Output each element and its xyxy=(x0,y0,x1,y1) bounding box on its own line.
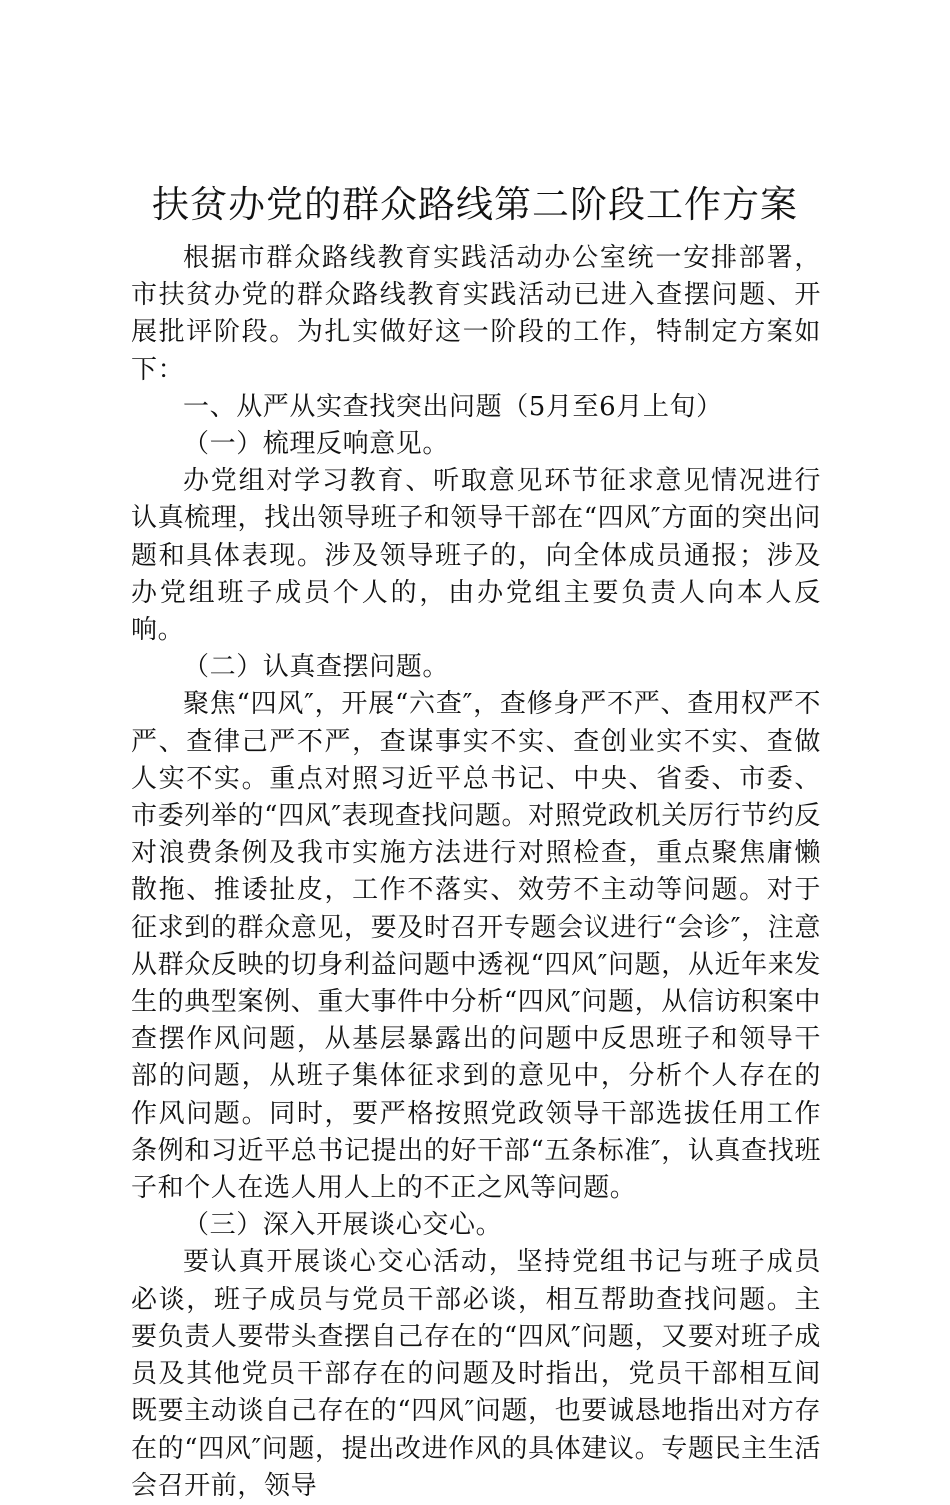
document-title: 扶贫办党的群众路线第二阶段工作方案 xyxy=(152,183,798,226)
subsection-heading-3: （三）深入开展谈心交心。 xyxy=(183,1210,503,1241)
document-body xyxy=(131,240,821,1505)
section-heading-1: 一、从严从实查找突出问题（5月至6月上旬） xyxy=(183,391,723,422)
paragraph-talks: 要认真开展谈心交心活动，坚持党组书记与班子成员必谈，班子成员与党员干部必谈，相互帮助查找问题。主要负责人要带头查摆自己存在的“四风″问题，又要对班子成员及其他党员干部存在的问题及时指出，党员干部相互间既要主动谈自己存在的“四风″问题，也要诚恳地指出对方存在的“四风″问题，提出改进作风的具体建议。专题民主生活会召开前，领导 xyxy=(131,1247,821,1501)
paragraph-problems: 聚焦“四风″，开展“六查″，查修身严不严、查用权严不严、查律己严不严，查谋事实不实、查创业实不实、查做人实不实。重点对照习近平总书记、中央、省委、市委、市委列举的“四风″表现查找问题。对照党政机关厉行节约反对浪费条例及我市实施方法进行对照检查，重点聚焦庸懒散拖、推诿扯皮，工作不落实、效劳不主动等问题。对于征求到的群众意见，要及时召开专题会议进行“会诊″，注意从群众反映的切身利益问题中透视“四风″问题，从近年来发生的典型案例、重大事件中分析“四风″问题，从信访积案中查摆作风问题，从基层暴露出的问题中反思班子和领导干部的问题，从班子集体征求到的意见中，分析个人存在的作风问题。同时，要严格按照党政领导干部选拔任用工作条例和习近平总书记提出的好干部“五条标准″，认真查找班子和个人在选人用人上的不正之风等问题。 xyxy=(131,689,821,1204)
subsection-heading-1: （一）梳理反响意见。 xyxy=(183,429,450,460)
paragraph-feedback: 办党组对学习教育、听取意见环节征求意见情况进行认真梳理，找出领导班子和领导干部在“四风″方面的突出问题和具体表现。涉及领导班子的，向全体成员通报；涉及办党组班子成员个人的，由办党组主要负责人向本人反响。 xyxy=(131,466,821,646)
paragraph-intro: 根据市群众路线教育实践活动办公室统一安排部署，市扶贫办党的群众路线教育实践活动已进入查摆问题、开展批评阶段。为扎实做好这一阶段的工作，特制定方案如下： xyxy=(131,243,821,385)
subsection-heading-2: （二）认真查摆问题。 xyxy=(183,652,450,683)
